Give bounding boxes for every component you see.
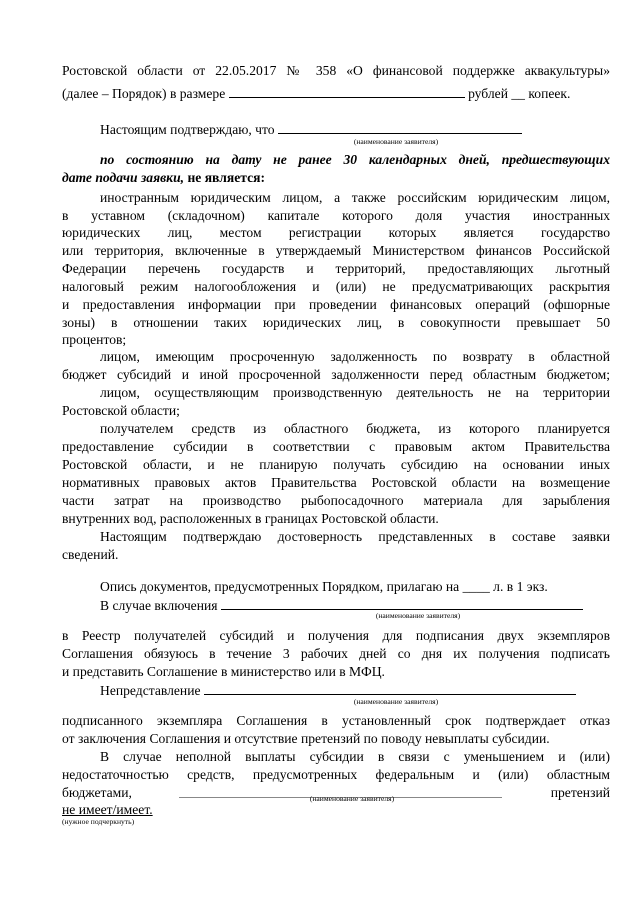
text-fragment: дате подачи заявки, [62,170,185,185]
text-line: лицом, осуществляющим производственную деятельность не на территории [100,385,610,400]
text-fragment: Настоящим подтверждаю, что [100,122,275,137]
text-fragment: Непредставление [100,683,201,698]
choice-line [62,801,610,818]
emphasis-line-2 [62,169,610,186]
emphasis-line: по состоянию на дату не ранее 30 календарных дней, предшествующих [100,152,610,167]
applicant-name-blank[interactable] [221,596,583,610]
applicant-name-blank[interactable] [278,120,522,134]
caption: (наименование заявителя) [375,611,461,620]
text-line: Ростовской области, и не планирую получать субсидию на основании иных [62,457,610,472]
text-line: или территория, включенные в утверждаемый Министерством финансов Российской [62,243,610,258]
text-line: лицом, имеющим просроченную задолженность по возврату в областной [100,349,610,364]
amount-line [62,84,610,102]
text-line: Федерации перечень государств и территорий, предоставляющих льготный [62,261,610,276]
amount-blank[interactable] [229,84,465,98]
text-line: иностранным юридическим лицом, а также российским юридическим лицом, [100,190,610,205]
text-line: зоны) в отношении таких юридических лиц, в совокупности превышает 50 [62,315,610,330]
applicant-name-blank[interactable] [204,681,576,695]
text-fragment: (далее – Порядок) в размере [62,86,226,101]
text-line: сведений. [62,547,119,562]
text-line: Настоящим подтверждаю достоверность представленных в составе заявки [100,529,610,544]
text-fragment: бюджетами, [62,785,132,800]
text-line: недостаточностью средств, предусмотренных федеральным и (или) областным [62,767,610,782]
text-line: бюджет субсидий и иной просроченной задолженности перед областным бюджетом; [62,367,610,382]
text-line: процентов; [62,332,127,347]
text-fragment: В случае включения [100,598,218,613]
caption: (нужное подчеркнуть) [62,817,135,826]
choice-text: не имеет/имеет. [62,802,153,817]
caption: (наименование заявителя) [309,794,395,803]
text-line: В случае неполной выплаты субсидии в связи с уменьшением и (или) [100,749,610,764]
text-fragment: рублей __ копеек. [468,86,571,101]
text-line: Ростовской области; [62,403,180,418]
text-line: нормативных правовых актов Правительства Ростовской области на возмещение [62,475,610,490]
text-line: налоговый режим налогообложения и (или) не предусматривающих раскрытия [62,279,610,294]
text-line: части затрат на производство рыбопосадочного материала для зарыбления [62,493,610,508]
text-fragment: претензий [550,785,610,800]
text-line: внутренних вод, расположенных в границах Ростовской области. [62,511,439,526]
text-line: в Реестр получателей субсидий и получения для подписания двух экземпляров [62,628,610,643]
caption: (наименование заявителя) [353,697,439,706]
text-line: в уставном (складочном) капитале которого доля участия иностранных [62,208,610,223]
text-line: и представить Соглашение в министерство или в МФЦ. [62,664,385,679]
text-line: и предоставления информации при проведении финансовых операций (офшорные [62,297,610,312]
text-line: предоставление субсидии в соответствии с правовым актом Правительства [62,439,610,454]
text-line: Соглашения обязуюсь в течение 3 рабочих дней со дня их получения подписать [62,646,610,661]
text-line: юридических лиц, местом регистрации которых является государство [62,225,610,240]
confirm-line [100,120,610,138]
text-fragment: не является: [187,170,265,185]
caption: (наименование заявителя) [353,137,439,146]
text-line: подписанного экземпляра Соглашения в установленный срок подтверждает отказ [62,713,610,728]
text-line: от заключения Соглашения и отсутствие претензий по поводу невыплаты субсидии. [62,731,550,746]
inventory-line: Опись документов, предусмотренных Порядком, прилагаю на ____ л. в 1 экз. [100,579,548,594]
text-line: Ростовской области от 22.05.2017 № 358 «О финансовой поддержке аквакультуры» [62,63,610,78]
text-line: получателем средств из областного бюджета, из которого планируется [100,421,610,436]
